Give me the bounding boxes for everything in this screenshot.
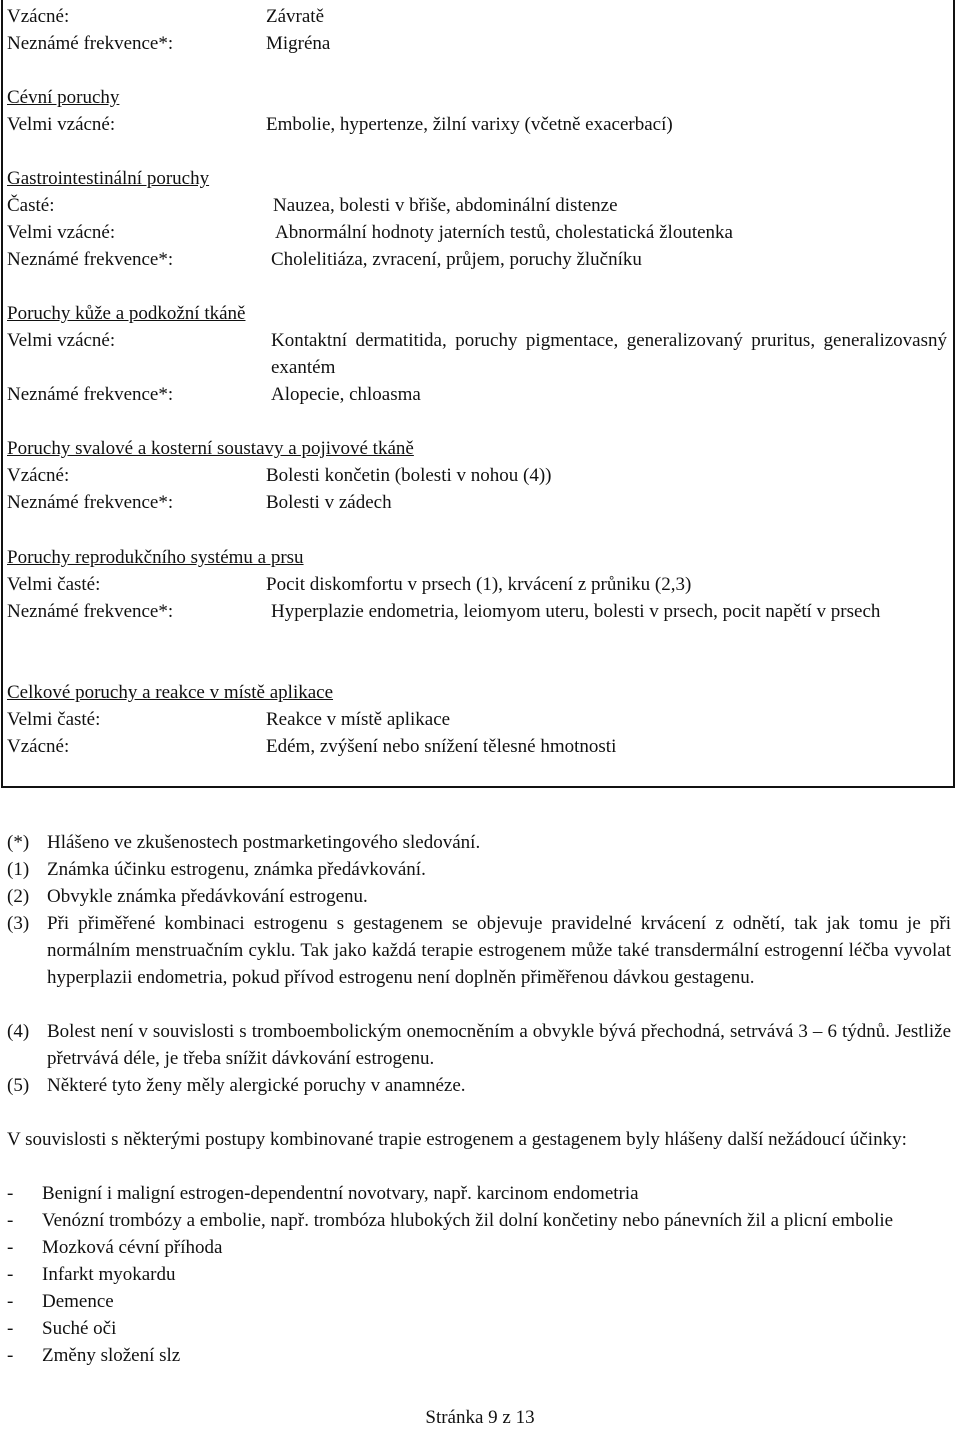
frequency-label: Vzácné: (7, 736, 70, 757)
table-row (7, 111, 947, 138)
footnote (7, 883, 951, 910)
list-item (7, 1342, 951, 1369)
frequency-label: Neznámé frekvence*: (7, 249, 174, 270)
section-reproductive (7, 544, 947, 625)
footnote (7, 856, 951, 883)
list-item (7, 1234, 951, 1261)
frequency-label: Neznámé frekvence*: (7, 33, 174, 54)
list-item-text: Venózní trombózy a embolie, např. trombóza hlubokých žil dolní končetiny nebo pánevních žil a plicní embolie (42, 1210, 894, 1231)
footnote (7, 829, 951, 856)
list-item-text: Infarkt myokardu (42, 1264, 176, 1285)
effect-value: Embolie, hypertenze, žilní varixy (včetně exacerbací) (266, 114, 673, 135)
list-item-text: Mozková cévní příhoda (42, 1237, 223, 1258)
list-item (7, 1207, 951, 1234)
table-row (7, 246, 947, 273)
list-item (7, 1315, 951, 1342)
footnote-text: Hlášeno ve zkušenostech postmarketingového sledování. (47, 832, 481, 853)
table-row (7, 571, 947, 598)
list-item (7, 1180, 951, 1207)
effect-value: Pocit diskomfortu v prsech (1), krvácení z průniku (2,3) (266, 574, 692, 595)
section-skin (7, 300, 947, 408)
other-effects-paragraph: V souvislosti s některými postupy kombinované trapie estrogenem a gestagenem byly hlášeny další nežádoucí účinky: (7, 1129, 907, 1150)
section-musculoskeletal (7, 435, 947, 516)
frequency-label: Časté: (7, 195, 55, 216)
list-item-text: Demence (42, 1291, 114, 1312)
section-gastrointestinal (7, 165, 947, 273)
frequency-label: Neznámé frekvence*: (7, 492, 174, 513)
effect-value: Abnormální hodnoty jaterních testů, cholestatická žloutenka (275, 222, 733, 243)
section-vertigo (7, 3, 947, 57)
list-dash: - (7, 1264, 14, 1285)
footnote-mark: (5) (7, 1075, 30, 1096)
frequency-label: Neznámé frekvence*: (7, 601, 174, 622)
effect-value: Alopecie, chloasma (271, 384, 421, 405)
footnote (7, 910, 951, 991)
table-row (7, 706, 947, 733)
table-row (7, 381, 947, 408)
list-dash: - (7, 1345, 14, 1366)
footnote-mark: (4) (7, 1021, 30, 1042)
effect-value: Bolesti končetin (bolesti v nohou (4)) (266, 465, 552, 486)
effect-value: Bolesti v zádech (266, 492, 392, 513)
list-item (7, 1288, 951, 1315)
table-row (7, 733, 947, 760)
list-dash: - (7, 1210, 14, 1231)
table-row (7, 489, 947, 516)
section-title: Gastrointestinální poruchy (7, 168, 210, 189)
footnote-text: Obvykle známka předávkování estrogenu. (47, 886, 368, 907)
footnote-mark: (1) (7, 859, 30, 880)
list-dash: - (7, 1237, 14, 1258)
footnote-mark: (*) (7, 832, 30, 853)
list-dash: - (7, 1318, 14, 1339)
table-row (7, 30, 947, 57)
list-dash: - (7, 1291, 14, 1312)
frequency-label: Velmi vzácné: (7, 222, 116, 243)
footnote-text: Některé tyto ženy měly alergické poruchy v anamnéze. (47, 1075, 466, 1096)
table-row (7, 598, 947, 625)
section-title: Celkové poruchy a reakce v místě aplikace (7, 682, 334, 703)
section-general (7, 679, 947, 760)
effect-value: Reakce v místě aplikace (266, 709, 451, 730)
effect-value: Edém, zvýšení nebo snížení tělesné hmotnosti (266, 736, 617, 757)
list-item (7, 1261, 951, 1288)
footnote-text: Při přiměřené kombinaci estrogenu s gestagenem se objevuje pravidelné krvácení z odnětí, tak jak tomu je při normálním menstruačním cyklu. Tak jako každá terapie estrogenem může také transdermální estrogenní léčba vyvolat hyperplazii endometria, pokud přívod estrogenu není doplněn přiměřenou dávkou gestagenu. (47, 913, 951, 988)
table-row (7, 219, 947, 246)
footnote (7, 1018, 951, 1072)
footnote-text: Bolest není v souvislosti s tromboembolickým onemocněním a obvykle bývá přechodná, setrvává 3 – 6 týdnů. Jestliže přetrvává déle, je třeba snížit dávkování estrogenu. (47, 1021, 951, 1069)
section-title: Poruchy svalové a kosterní soustavy a pojivové tkáně (7, 438, 414, 459)
footnote-mark: (3) (7, 913, 30, 934)
frequency-label: Neznámé frekvence*: (7, 384, 174, 405)
list-dash: - (7, 1183, 14, 1204)
table-row (7, 3, 947, 30)
effect-value: Kontaktní dermatitida, poruchy pigmentace, generalizovaný pruritus, generalizovasný exantém (271, 330, 947, 378)
frequency-label: Velmi časté: (7, 574, 101, 595)
frequency-label: Vzácné: (7, 465, 70, 486)
list-item-text: Benigní i maligní estrogen-dependentní novotvary, např. karcinom endometria (42, 1183, 639, 1204)
frequency-label: Vzácné: (7, 6, 70, 27)
section-title: Poruchy kůže a podkožní tkáně (7, 303, 246, 324)
table-row (7, 327, 947, 381)
footnote-mark: (2) (7, 886, 30, 907)
footnote-text: Známka účinku estrogenu, známka předávkování. (47, 859, 426, 880)
frequency-label: Velmi časté: (7, 709, 101, 730)
effect-value: Nauzea, bolesti v břiše, abdominální distenze (273, 195, 618, 216)
page-number: Stránka 9 z 13 (425, 1407, 535, 1428)
footnote (7, 1072, 951, 1099)
list-item-text: Suché oči (42, 1318, 117, 1339)
effect-value: Závratě (266, 6, 325, 27)
effect-value: Hyperplazie endometria, leiomyom uteru, bolesti v prsech, pocit napětí v prsech (271, 601, 881, 622)
other-effects-list (7, 1180, 951, 1369)
section-vascular (7, 84, 947, 138)
effect-value: Cholelitiáza, zvracení, průjem, poruchy žlučníku (271, 249, 642, 270)
table-row (7, 192, 947, 219)
section-title: Poruchy reprodukčního systému a prsu (7, 547, 304, 568)
table-row (7, 462, 947, 489)
section-title: Cévní poruchy (7, 87, 120, 108)
effect-value: Migréna (266, 33, 331, 54)
list-item-text: Změny složení slz (42, 1345, 181, 1366)
frequency-label: Velmi vzácné: (7, 330, 116, 351)
frequency-label: Velmi vzácné: (7, 114, 116, 135)
